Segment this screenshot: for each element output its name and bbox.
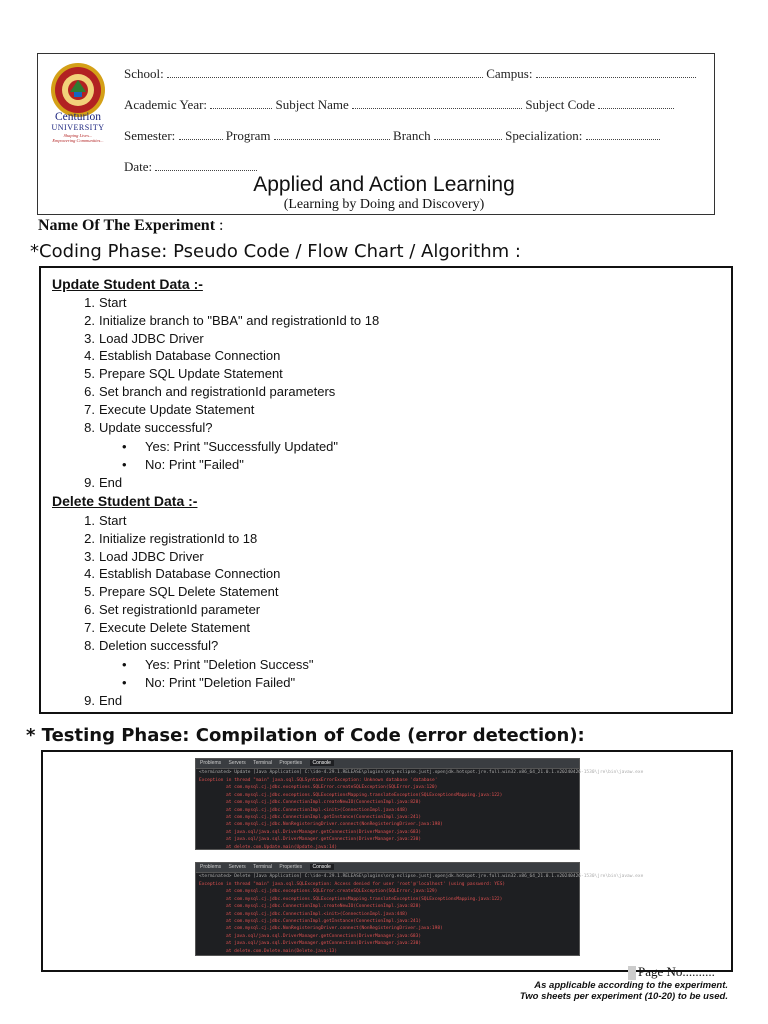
tab-problems[interactable]: Problems [200, 864, 222, 870]
console-line: at com.mysql.cj.jdbc.NonRegisteringDriver.connect(NonRegisteringDriver.java:198) [226, 822, 443, 828]
console-line: at com.mysql.cj.jdbc.NonRegisteringDriver.connect(NonRegisteringDriver.java:198) [226, 926, 443, 932]
tab-properties[interactable]: Properties [279, 760, 303, 766]
semester-label: Semester: [124, 128, 176, 143]
console-line: at java.sql/java.sql.DriverManager.getConnection(DriverManager.java:230) [226, 941, 422, 947]
console-tab-bar [196, 863, 579, 873]
console-line: at com.mysql.cj.jdbc.exceptions.SQLError.createSQLException(SQLError.java:129) [226, 889, 438, 895]
page-number-text: Page No.......... [638, 964, 715, 979]
page-subtitle: (Learning by Doing and Discovery) [283, 197, 485, 212]
logo-name-1: Centurion [55, 111, 101, 123]
console-line: at com.mysql.cj.jdbc.ConnectionImpl.<init>(ConnectionImpl.java:448) [226, 911, 408, 917]
logo-tagline-2: Empowering Communities... [52, 138, 104, 143]
date-field[interactable] [155, 160, 257, 171]
date-label: Date: [124, 159, 153, 174]
campus-field[interactable] [536, 67, 696, 78]
delete-console-screenshot [195, 862, 644, 956]
footer-note-2: Two sheets per experiment (10-20) to be used. [519, 991, 728, 1002]
specialization-field[interactable] [586, 129, 660, 140]
update-step: 6. Set branch and registrationId parameters [84, 384, 336, 399]
subject-code-field[interactable] [598, 98, 674, 109]
page-title: Applied and Action Learning [253, 173, 515, 196]
school-label: School: [124, 66, 164, 81]
specialization-label: Specialization: [505, 128, 583, 143]
logo-tagline-1: Shaping Lives... [63, 133, 93, 138]
update-step: 8. Update successful? [84, 420, 213, 435]
console-line: at com.mysql.cj.jdbc.ConnectionImpl.getInstance(ConnectionImpl.java:241) [226, 815, 422, 821]
tab-servers[interactable]: Servers [228, 864, 246, 870]
console-line: Exception in thread "main" java.sql.SQLException: Access denied for user 'root'@'localhost' (using password: YES) [199, 882, 506, 887]
console-line: at java.sql/java.sql.DriverManager.getConnection(DriverManager.java:683) [226, 829, 422, 835]
update-step: 9. End [84, 475, 123, 490]
footer-note-1: As applicable according to the experiment. [534, 980, 728, 991]
academic-year-label: Academic Year: [124, 97, 208, 112]
console-line: Exception in thread "main" java.sql.SQLSyntaxErrorException: Unknown database 'database' [199, 778, 438, 783]
console-line: at delete.com.Delete.main(Delete.java:13) [226, 948, 338, 954]
subject-name-label: Subject Name [275, 97, 349, 112]
update-console-screenshot [195, 758, 644, 850]
update-section-heading: Update Student Data :- [52, 276, 203, 292]
tab-properties[interactable]: Properties [279, 864, 303, 870]
delete-section-heading: Delete Student Data :- [52, 493, 198, 509]
school-field[interactable] [167, 67, 483, 78]
testing-phase-heading: * Testing Phase: Compilation of Code (error detection): [26, 725, 585, 746]
delete-step: 4. Establish Database Connection [84, 566, 281, 581]
branch-label: Branch [393, 128, 431, 143]
console-line: at java.sql/java.sql.DriverManager.getConnection(DriverManager.java:683) [226, 933, 422, 939]
delete-step: 2. Initialize registrationId to 18 [84, 531, 258, 546]
tab-console[interactable]: Console [310, 760, 334, 766]
tab-terminal[interactable]: Terminal [253, 864, 272, 870]
update-step: 4. Establish Database Connection [84, 348, 281, 363]
console-tab-bar [196, 759, 579, 769]
academic-year-field[interactable] [210, 98, 272, 109]
program-field[interactable] [274, 129, 390, 140]
experiment-label: Name Of The Experiment [38, 217, 216, 234]
page-number [628, 964, 715, 980]
delete-bullet-yes: • Yes: Print "Deletion Success" [145, 657, 313, 672]
delete-step: 7. Execute Delete Statement [84, 620, 251, 635]
console-line: at com.mysql.cj.jdbc.ConnectionImpl.getInstance(ConnectionImpl.java:241) [226, 919, 422, 925]
university-logo [48, 60, 108, 150]
coding-phase-heading: *Coding Phase: Pseudo Code / Flow Chart / Algorithm : [30, 241, 521, 262]
update-step: 3. Load JDBC Driver [84, 331, 204, 346]
update-step: 1. Start [84, 295, 127, 310]
campus-label: Campus: [486, 66, 533, 81]
subject-name-field[interactable] [352, 98, 522, 109]
update-step: 2. Initialize branch to "BBA" and registrationId to 18 [84, 313, 380, 328]
semester-row [124, 128, 660, 144]
program-label: Program [225, 128, 271, 143]
update-step: 7. Execute Update Statement [84, 402, 255, 417]
academic-row [124, 97, 674, 113]
console-line: at com.mysql.cj.jdbc.ConnectionImpl.createNewIO(ConnectionImpl.java:828) [226, 800, 422, 806]
delete-bullet-no: • No: Print "Deletion Failed" [145, 675, 295, 690]
console-line: at com.mysql.cj.jdbc.exceptions.SQLExceptionsMapping.translateException(SQLExceptionsMapping.java:122) [226, 792, 503, 798]
semester-field[interactable] [179, 129, 223, 140]
page-marker-icon [628, 966, 636, 980]
update-bullet-yes: • Yes: Print "Successfully Updated" [145, 439, 338, 454]
tab-problems[interactable]: Problems [200, 760, 222, 766]
delete-step: 9. End [84, 693, 123, 708]
console-line: at delete.com.Update.main(Update.java:14) [226, 844, 338, 850]
tab-servers[interactable]: Servers [228, 760, 246, 766]
console-line: at java.sql/java.sql.DriverManager.getConnection(DriverManager.java:230) [226, 837, 422, 843]
delete-step: 3. Load JDBC Driver [84, 549, 204, 564]
console-line: at com.mysql.cj.jdbc.ConnectionImpl.<init>(ConnectionImpl.java:448) [226, 807, 408, 813]
update-bullet-no: • No: Print "Failed" [145, 457, 244, 472]
console-line: at com.mysql.cj.jdbc.ConnectionImpl.createNewIO(ConnectionImpl.java:828) [226, 904, 422, 910]
terminated-line: <terminated> Update [Java Application] C:\ide-4.29.1.RELEASE\plugins\org.eclipse.justj.openjdk.hotspot.jre.full.win32.x86_64_21.0.1.v20240426-1530\jre\bin\javaw.exe [199, 770, 644, 775]
update-step: 5. Prepare SQL Update Statement [84, 366, 283, 381]
experiment-colon: : [219, 217, 224, 234]
delete-step: 5. Prepare SQL Delete Statement [84, 584, 279, 599]
experiment-name-row [38, 217, 223, 235]
subject-code-label: Subject Code [525, 97, 596, 112]
branch-field[interactable] [434, 129, 502, 140]
delete-step: 8. Deletion successful? [84, 638, 219, 653]
delete-step: 1. Start [84, 513, 127, 528]
tab-console[interactable]: Console [310, 864, 334, 870]
school-row [124, 66, 696, 82]
console-line: at com.mysql.cj.jdbc.exceptions.SQLExceptionsMapping.translateException(SQLExceptionsMapping.java:122) [226, 896, 503, 902]
delete-step: 6. Set registrationId parameter [84, 602, 261, 617]
console-line: at com.mysql.cj.jdbc.exceptions.SQLError.createSQLException(SQLError.java:120) [226, 785, 438, 791]
logo-name-2: UNIVERSITY [51, 123, 105, 132]
tab-terminal[interactable]: Terminal [253, 760, 272, 766]
terminated-line: <terminated> Delete [Java Application] C:\ide-4.29.1.RELEASE\plugins\org.eclipse.justj.openjdk.hotspot.jre.full.win32.x86_64_21.0.1.v20240426-1530\jre\bin\javaw.exe [199, 874, 644, 879]
